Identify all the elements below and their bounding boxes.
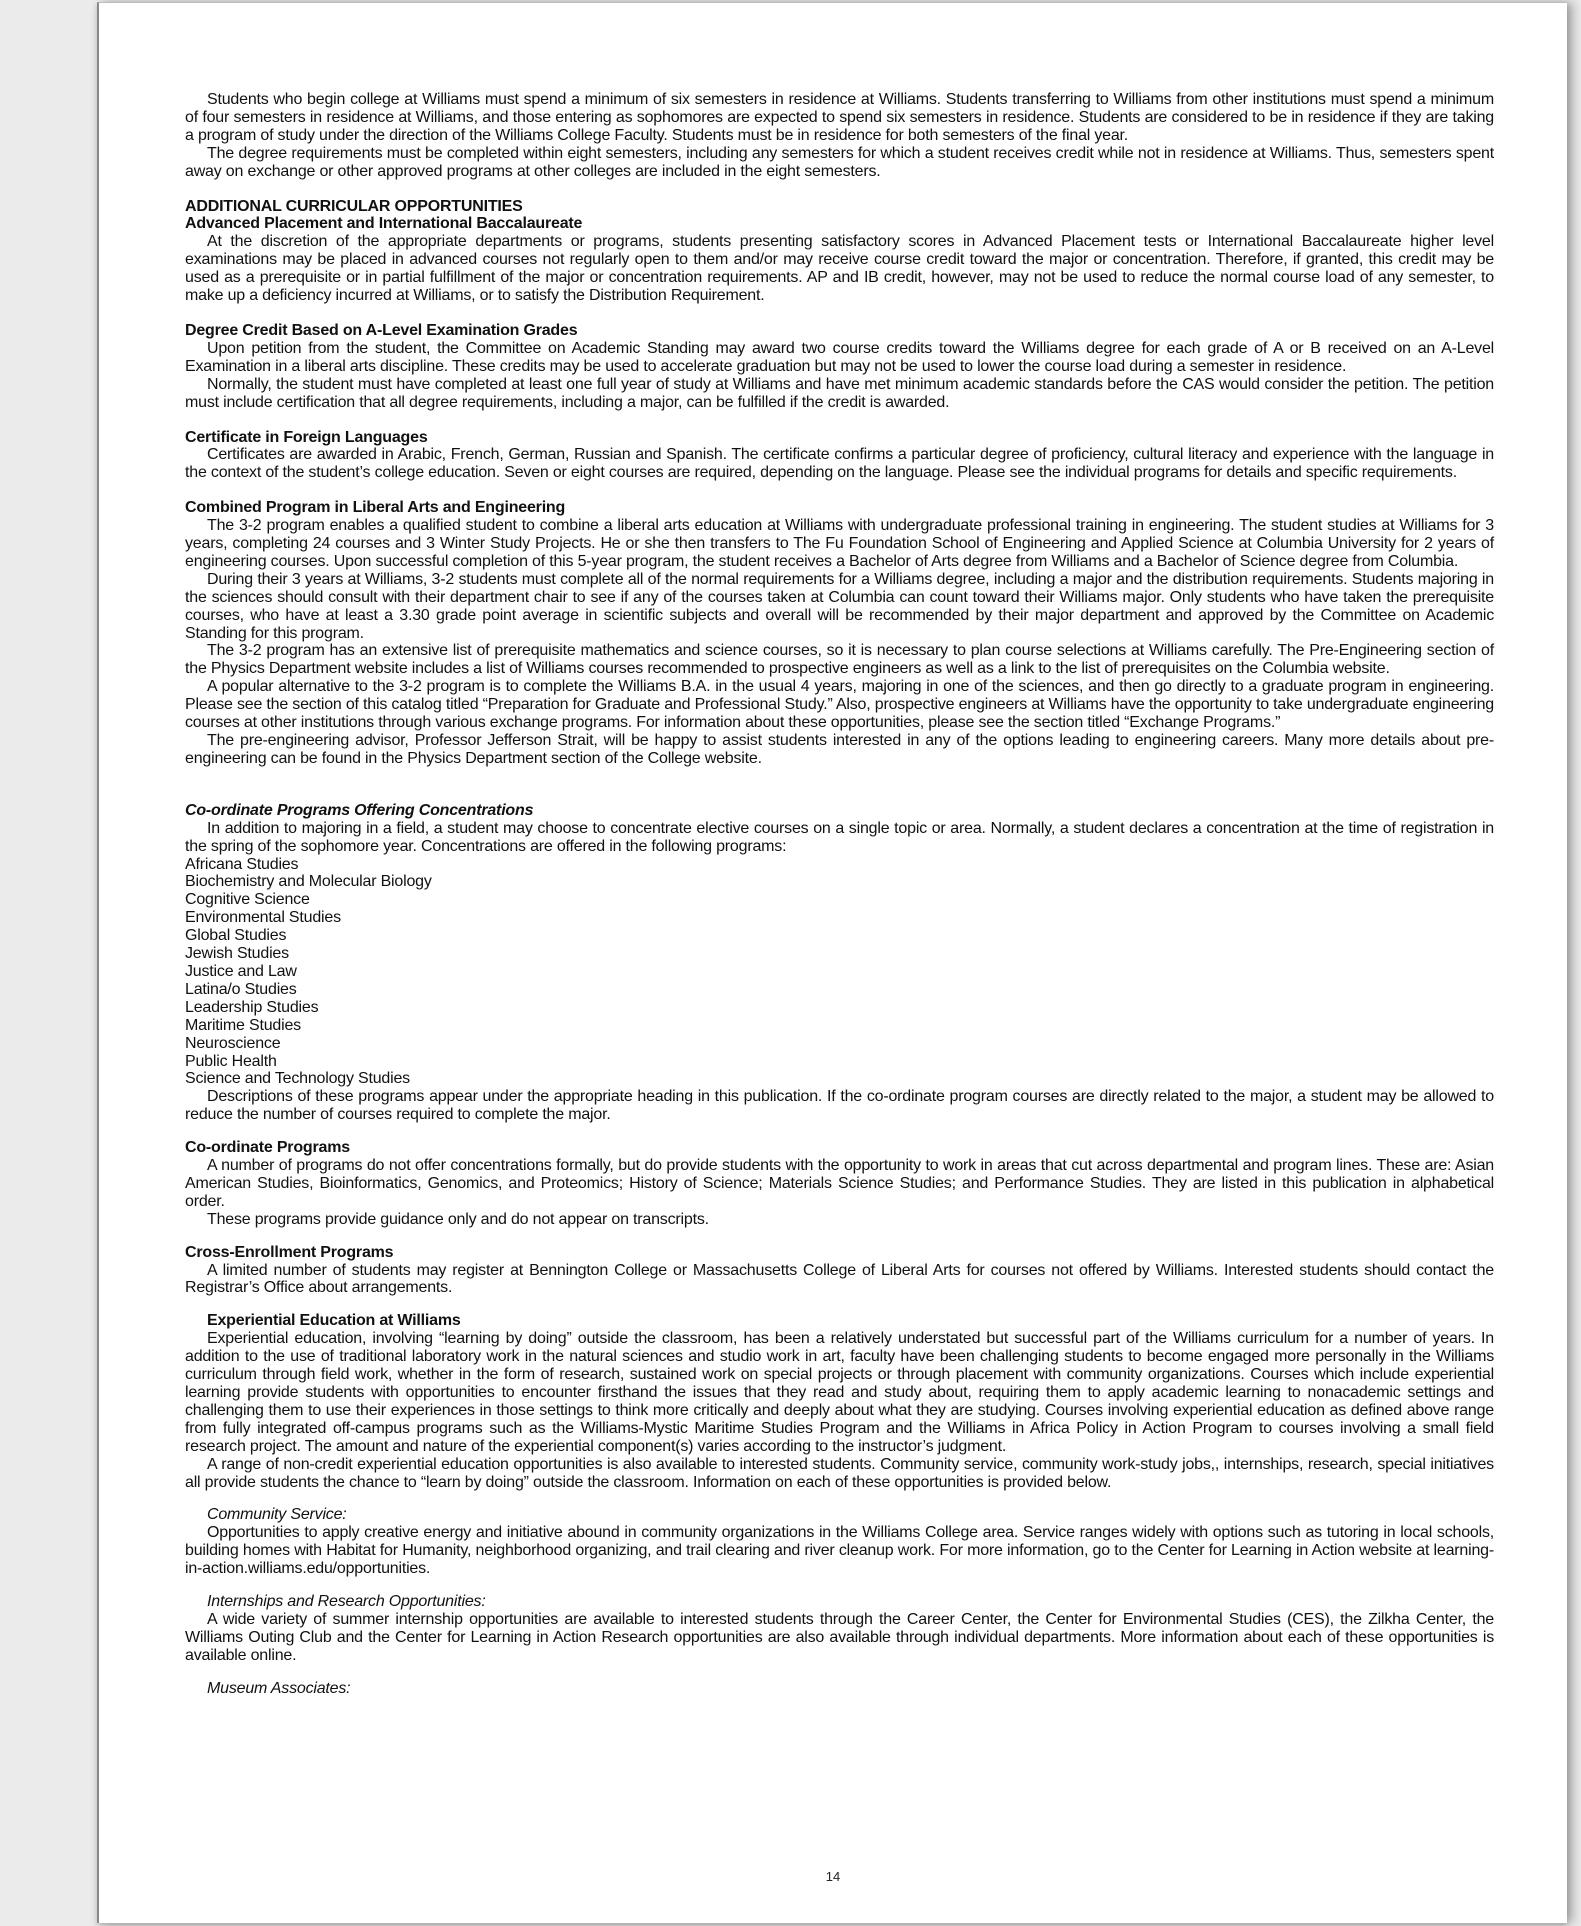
subheading-internships: Internships and Research Opportunities: xyxy=(207,1593,486,1611)
community-service-paragraph: Opportunities to apply creative energy and initiative abound in community organizations in the Williams College area. Service ranges widely with options such as tutoring in local schools, building homes with Habitat for Humanity, neighborhood organizing, and trail clearing and river cleanup work. For more information, go to the Center for Learning in Action website at learning-in-action.williams.edu/opportunities. xyxy=(185,1524,1494,1578)
list-item: Jewish Studies xyxy=(185,945,289,963)
engineering-paragraph-4: A popular alternative to the 3-2 program is to complete the Williams B.A. in the usual 4 years, majoring in one of the sciences, and then go directly to a graduate program in engineering. Please see the section of this catalog titled “Preparation for Graduate and Professional Study.” Also, prospective engineers at Williams have the opportunity to take undergraduate engineering courses at other institutions through various exchange programs. For information about these opportunities, please see the section titled “Exchange Programs.” xyxy=(185,678,1494,732)
list-item: Latina/o Studies xyxy=(185,980,297,998)
engineering-paragraph-3: The 3-2 program has an extensive list of prerequisite mathematics and science courses, so it is necessary to plan course selections at Williams carefully. The Pre-Engineering section of the Physics Department website includes a list of Williams courses recommended to prospective engineers as well as a link to the list of prerequisites on the Columbia website. xyxy=(185,642,1494,678)
subheading-ap-ib: Advanced Placement and International Baccalaureate xyxy=(185,215,583,233)
list-item: Cognitive Science xyxy=(185,891,310,909)
experiential-paragraph-2: A range of non-credit experiential education opportunities is also available to interested students. Community service, community work-study jobs,, internships, research, special initiatives all provide students the chance to “learn by doing” outside the classroom. Information on each of these opportunities is provided below. xyxy=(185,1455,1494,1491)
list-item: Neuroscience xyxy=(185,1034,281,1052)
subheading-community-service: Community Service: xyxy=(207,1506,347,1524)
engineering-paragraph-1: The 3-2 program enables a qualified student to combine a liberal arts education at Williams with undergraduate professional training in engineering. The student studies at Williams for 3 years, completing 24 courses and 3 Winter Study Projects. He or she then transfers to The Fu Foundation School of Engineering and Applied Science at Columbia University for 2 years of engineering courses. Upon successful completion of this 5-year program, the student receives a Bachelor of Arts degree from Williams and a Bachelor of Science degree from Columbia. xyxy=(185,517,1494,570)
ap-ib-paragraph: At the discretion of the appropriate departments or programs, students presenting satisfactory scores in Advanced Placement tests or International Baccalaureate higher level examinations may be placed in advanced courses not regularly open to them and/or may receive course credit toward the major or concentration. Therefore, if granted, this credit may be used as a prerequisite or in partial fulfillment of the major or concentration requirements. AP and IB credit, however, may not be used to reduce the normal course load of any semester, to make up a deficiency incurred at Williams, or to satisfy the Distribution Requirement. xyxy=(185,233,1494,305)
list-item: Maritime Studies xyxy=(185,1016,301,1034)
concentration-program-list xyxy=(185,856,1494,1089)
engineering-paragraph-2: During their 3 years at Williams, 3-2 students must complete all of the normal requirements for a Williams degree, including a major and the distribution requirements. Students majoring in the sciences should consult with their department chair to see if any of the courses taken at Columbia can count toward their Williams major. Only students who have taken the prerequisite courses, who have at least a 3.30 grade point average in scientific subjects and overall will be recommended by their major department and approved by the Committee on Academic Standing for this program. xyxy=(185,570,1494,642)
subheading-cross-enrollment: Cross-Enrollment Programs xyxy=(185,1243,394,1261)
concentrations-intro: In addition to majoring in a field, a student may choose to concentrate elective courses on a single topic or area. Normally, a student declares a concentration at the time of registration in the spring of the sophomore year. Concentrations are offered in the following programs: xyxy=(185,819,1494,855)
experiential-paragraph-1: Experiential education, involving “learning by doing” outside the classroom, has been a relatively understated but successful part of the Williams curriculum for a number of years. In addition to the use of traditional laboratory work in the natural sciences and studio work in art, faculty have been challenging students to become engaged more personally in the Williams curriculum through field work, whether in the form of research, sustained work on special projects or through placement with community organizations. Courses which include experiential learning provide students with opportunities to encounter firsthand the issues that they read and study about, requiring them to apply academic learning to nonacademic settings and challenging them to use their experiences in those settings to think more critically and deeply about what they are studying. Courses involving experiential education as defined above range from fully integrated off-campus programs such as the Williams-Mystic Maritime Studies Program and the Williams in Africa Policy in Action Program to courses involving a small field research project. The amount and nature of the experiential component(s) varies according to the instructor’s judgment. xyxy=(185,1330,1494,1455)
languages-paragraph: Certificates are awarded in Arabic, French, German, Russian and Spanish. The certificate confirms a particular degree of proficiency, cultural literacy and experience with the language in the context of the student’s college education. Seven or eight courses are required, depending on the language. Please see the individual programs for details and specific requirements. xyxy=(185,446,1494,482)
page-content xyxy=(185,91,1494,1698)
list-item: Public Health xyxy=(185,1052,277,1070)
document-page xyxy=(97,2,1567,1923)
subheading-experiential: Experiential Education at Williams xyxy=(207,1312,461,1330)
subheading-alevel: Degree Credit Based on A-Level Examination Grades xyxy=(185,321,578,339)
subheading-coordinate: Co-ordinate Programs xyxy=(185,1139,350,1157)
alevel-paragraph-1: Upon petition from the student, the Committee on Academic Standing may award two course credits toward the Williams degree for each grade of A or B received on an A-Level Examination in a liberal arts discipline. These credits may be used to accelerate graduation but may not be used to lower the course load during a semester in residence. xyxy=(185,339,1494,375)
alevel-paragraph-2: Normally, the student must have completed at least one full year of study at Williams and have met minimum academic standards before the CAS would consider the petition. The petition must include certification that all degree requirements, including a major, can be fulfilled if the credit is awarded. xyxy=(185,375,1494,411)
list-item: Africana Studies xyxy=(185,855,299,873)
subheading-engineering: Combined Program in Liberal Arts and Engineering xyxy=(185,499,566,517)
list-item: Leadership Studies xyxy=(185,998,319,1016)
subheading-museum-associates: Museum Associates: xyxy=(207,1679,351,1697)
list-item: Biochemistry and Molecular Biology xyxy=(185,873,432,891)
list-item: Justice and Law xyxy=(185,962,297,980)
page-number: 14 xyxy=(825,1869,841,1884)
subheading-concentrations: Co-ordinate Programs Offering Concentrations xyxy=(185,801,534,819)
coordinate-paragraph-1: A number of programs do not offer concentrations formally, but do provide students with the opportunity to work in areas that cut across departmental and program lines. These are: Asian American Studies, Bioinformatics, Genomics, and Proteomics; History of Science; Materials Science Studies; and Performance Studies. They are listed in this publication in alphabetical order. xyxy=(185,1157,1494,1210)
internships-paragraph: A wide variety of summer internship opportunities are available to interested students through the Career Center, the Center for Environmental Studies (CES), the Zilkha Center, the Williams Outing Club and the Center for Learning in Action Research opportunities are also available through individual departments. More information about each of these opportunities is available online. xyxy=(185,1610,1494,1664)
section-heading-additional: ADDITIONAL CURRICULAR OPPORTUNITIES xyxy=(185,197,523,215)
intro-paragraph-2: The degree requirements must be completed within eight semesters, including any semesters for which a student receives credit while not in residence at Williams. Thus, semesters spent away on exchange or other approved programs at other colleges are included in the eight semesters. xyxy=(185,144,1494,180)
coordinate-paragraph-2: These programs provide guidance only and do not appear on transcripts. xyxy=(207,1210,709,1228)
concentrations-outro: Descriptions of these programs appear under the appropriate heading in this publication. If the co-ordinate program courses are directly related to the major, a student may be allowed to reduce the number of courses required to complete the major. xyxy=(185,1088,1494,1124)
intro-paragraph-1: Students who begin college at Williams must spend a minimum of six semesters in residence at Williams. Students transferring to Williams from other institutions must spend a minimum of four semesters in residence at Williams, and those entering as sophomores are expected to spend six semesters in residence. Students are considered to be in residence if they are taking a program of study under the direction of the Williams College Faculty. Students must be in residence for both semesters of the final year. xyxy=(185,91,1494,144)
engineering-paragraph-5: The pre-engineering advisor, Professor Jefferson Strait, will be happy to assist students interested in any of the options leading to engineering careers. Many more details about pre-engineering can be found in the Physics Department section of the College website. xyxy=(185,732,1494,767)
list-item: Global Studies xyxy=(185,927,287,945)
cross-enrollment-paragraph: A limited number of students may register at Bennington College or Massachusetts College of Liberal Arts for courses not offered by Williams. Interested students should contact the Registrar’s Office about arrangements. xyxy=(185,1261,1494,1297)
subheading-languages: Certificate in Foreign Languages xyxy=(185,428,428,446)
list-item: Science and Technology Studies xyxy=(185,1070,410,1088)
list-item: Environmental Studies xyxy=(185,909,341,927)
